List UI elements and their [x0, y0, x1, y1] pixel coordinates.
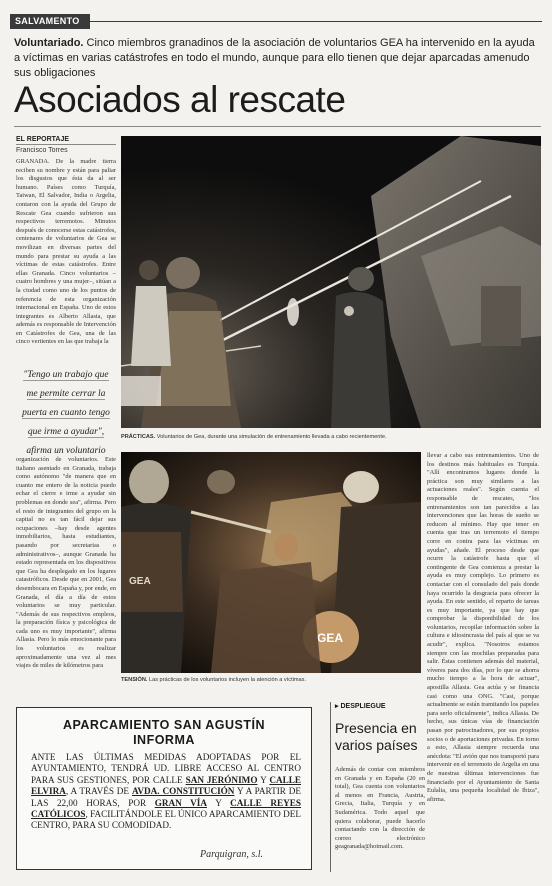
arrow-icon: ▸: [335, 703, 341, 710]
photo-tension-image: [121, 452, 421, 673]
pull-quote-line: "Tengo un trabajo que: [23, 370, 109, 380]
pull-quote: [16, 366, 116, 461]
street-name: SAN JERÓNIMO: [185, 774, 258, 785]
kicker: EL REPORTAJE: [16, 136, 116, 145]
lead-bold: Voluntariado.: [14, 37, 84, 49]
pull-quote-line: afirma un voluntario: [26, 446, 106, 456]
pull-quote-line: me permite cerrar la: [26, 389, 106, 399]
pull-quote-line: puerta en cuanto tengo: [22, 408, 110, 418]
box-body: Además de contar con miembros en Granada y en España (20 en total), Gea cuenta con voluntarios al menos en Francia, Austria, Grecia, Italia, Turquía y en Sudamérica. Todo aquel que quiera colaborar, puede hacerlo contactando con la dirección de correo electrónico geagranada@hotmail.com.: [335, 766, 425, 851]
body-column-1-continued: organización de voluntarios. Este italiano asentado en Granada, trabaja como autónomo "de manera que en cuanto me entero de la noticia puedo echar el cierre e irme a ayudar sin problemas en donde sea", afirma. Pero el resto de integrantes del grupo en la capital no es tan fácil dejar sus ocupaciones –hay desde agentes inmobiliarios, hasta estudiantes, pasando por secretarias o administrativos–, aunque Granada ha estado representada en los dispositivos que Gea ha desplegado en los lugares catastróficos. Desde que en 2001, Gea desembocara en España y, por ende, en Granada, el día a día de estos voluntarios se muy particular. "Además de sus respectivos empleos, la preparación física y psicológica de cada uno es muy importante", afirma Allasia. Pero lo más emocionante para los voluntarios es realizar aproximadamente una vez al mes viajes de miles de kilómetros para: [16, 456, 116, 670]
ad-signature: Parquigran, s.l.: [200, 849, 263, 860]
photo-practices-caption: PRÁCTICAS. Voluntarios de Gea, durante una simulación de entrenamiento llevada a cabo recientemente.: [121, 434, 387, 440]
section-tag: SALVAMENTO: [10, 14, 90, 29]
headline-rule: [14, 126, 541, 127]
headline: Asociados al rescate: [14, 79, 346, 120]
ad-body: ANTE LAS ÚLTIMAS MEDIDAS ADOPTADAS POR EL AYUNTAMIENTO, TENDRÁ UD. LIBRE ACCESO AL CENTRO PARA SUS GESTIONES, POR CALLE SAN JERÓNIMO Y CALLE ELVIRA, A TRAVÉS DE AVDA. CONSTITUCIÓN Y A PARTIR DE LAS 22,00 HORAS, POR GRAN VÍA Y CALLE REYES CATÓLICOS, FACILITÁNDOLE EL ÚNICO APARCAMIENTO DEL CENTRO, PARA SU COMODIDAD.: [31, 752, 302, 831]
photo-tension-caption: TENSIÓN. Las prácticas de los voluntarios incluyen la atención a víctimas.: [121, 677, 306, 683]
photo-practices: [121, 136, 541, 428]
section-rule: [90, 21, 542, 22]
ad-title: APARCAMIENTO SAN AGUSTÍN INFORMA: [62, 718, 266, 747]
vest-label: GEA: [129, 576, 151, 587]
lead-text: Cinco miembros granadinos de la asociación de voluntarios GEA ha intervenido en la ayuda a víctimas en varias catástrofes en todo el mundo, aunque para ello tienen que dejar aparcadas amenudo sus obligaciones: [14, 37, 535, 79]
bleed-through-decoration: [340, 60, 540, 130]
photo-practices-image: [121, 136, 541, 428]
street-name: CALLE ELVIRA: [31, 774, 302, 797]
byline: Francisco Torres: [16, 147, 68, 154]
street-name: GRAN VÍA: [154, 797, 207, 808]
box-title: Presencia en varios países: [335, 720, 418, 753]
pull-quote-line: que irme a ayudar",: [27, 427, 105, 437]
street-name: AVDA. CONSTITUCIÓN: [131, 786, 235, 797]
advertisement-san-agustin: [16, 707, 312, 870]
body-column-3: llevar a cabo sus entrenamientos. Uno de los destinos más habituales es Turquía. "Allí encontramos lugares donde la práctica son muy similares a las actuaciones reales". Según cuenta el responsable de rescates, "los entrenamientos son tan parecidos a las intervenciones que las horas de sueño se reducen al mínimo. Hay que tener en cuenta que tras un terremoto el tiempo corre en contra para las víctimas en ayudas", añade. El proceso desde que ocurre la catástrofe hasta que el contingente de Gea comienza a prestar la ayuda es muy complejo. Lo primero es contactar con el consulado del país donde haya ocurrido la desgracia para ofrecer la ayuda. En este sentido, el reparto de tareas es muy importante, ya que hay que comprobar la disponibilidad de los voluntarios, recopilar información sobre la cultura e idiosincrasia del país al que se va acudir", explica. "Nosotros estamos siempre con las mochilas preparadas para salir. Éstas contienen además del material, víveres para dos días, por lo que se ahorra mucho tiempo a la hora de actuar", apostilla Allasia. Gea actúa y se financia casi como una ONG. "Casi, porque actualmente se están tramitando los papeles para serlo oficialmente", indica Allasia. De hecho, sus únicas vías de financiación pasan por patrocinadores, por sus propios socios o de aportaciones privadas. En torno a esto, Allasia siempre recuerda una anécdota: "El avión que nos transportó para intervenir en el terremoto de Argelia en una de nuestras últimas intervenciones fue financiado por el Ayuntamiento de Santa Eulalia, una pequeña localidad de Ibiza", afirma.: [427, 452, 539, 803]
sidebar-box-despliegue: [330, 702, 426, 872]
vest-label: GEA: [317, 631, 344, 645]
body-column-1: GRANADA. De la madre tierra reciben su nombre y están para paliar los disgustos que ésta da al ser humano. Países como Turquía, Taiwan, El Salvador, India o Argelia, contaron con la ayuda del Grupo de Rescate Gea cuando sufrieron sus respectivos terremotos. Minutos después de conocerse estas catástrofes, centenares de voluntarios de Gea se movilizan en diversas partes del mundo para prestar su ayuda a las víctimas de estas catástrofes. Entre ellas Granada. Cinco voluntarios –cuatro hombres y una mujer–, sitúan a la ciudad como uno de los puntos de referencia de esta organización internacional en España. Uno de estos integrantes es Alberto Allasia, que además es responsable de Intervención en Catástrofes de Gea, una de las cinco vertientes en las que trabaja la: [16, 158, 116, 346]
street-name: CALLE REYES CATÓLICOS: [31, 797, 302, 820]
box-tag: ▸ DESPLIEGUE: [335, 703, 386, 710]
photo-tension: [121, 452, 421, 673]
